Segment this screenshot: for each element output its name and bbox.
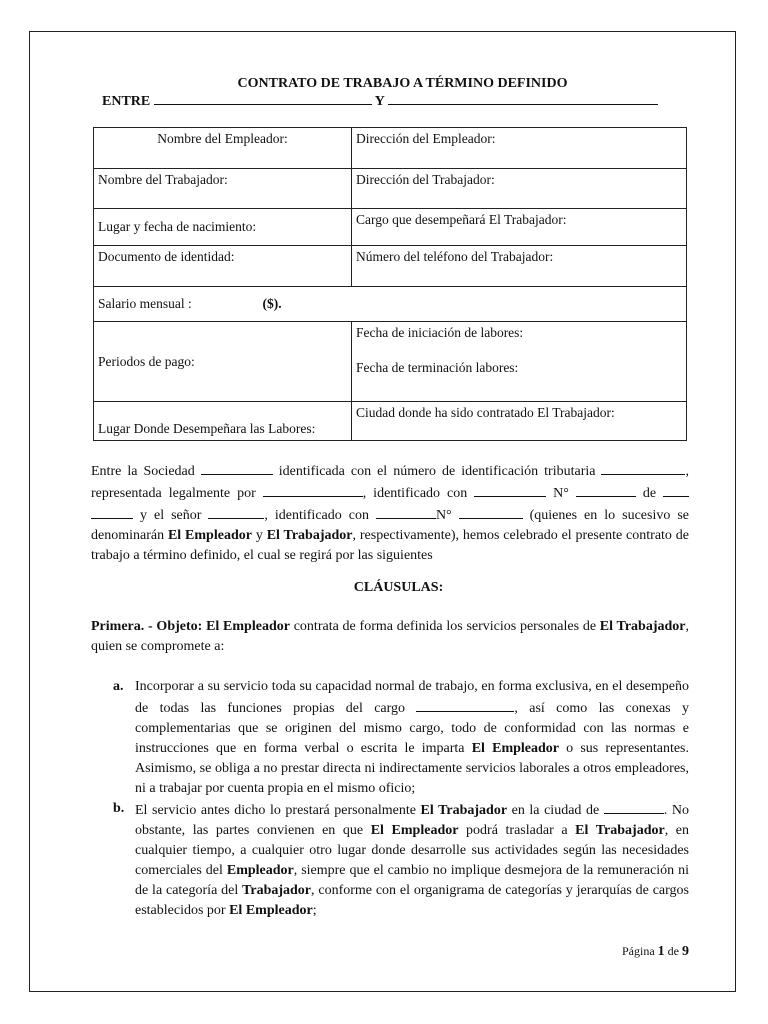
list-item-b [111,799,689,921]
list-marker: b. [113,801,125,816]
document-title: CONTRATO DE TRABAJO A TÉRMINO DEFINIDO [237,76,568,91]
y-label: Y [374,94,385,109]
fecha-terminacion-label: Fecha de terminación labores: [356,360,519,375]
intro-text: de [635,486,664,501]
clause-text: contrata de forma definida los servicios personales de [289,619,600,634]
blank-identificacion-2 [376,504,436,519]
bold-term: El Trabajador [575,823,665,838]
bold-term: El Empleador [370,823,459,838]
item-text: . No obstante, las partes convienen en que [135,803,689,838]
clause-text: , quien se compromete a: [91,619,689,654]
intro-text: Entre la Sociedad [91,464,201,479]
intro-text: , respectivamente), hemos celebrado el presente contrato de trabajo a término definido, el cual se regirá por las siguientes [91,528,690,563]
bold-term: El Empleador [167,528,252,543]
salario-value: ($). [262,296,282,311]
intro-text: y [251,528,267,543]
cell-nombre-trabajador: Nombre del Trabajador: [94,169,352,209]
bold-term: El Empleador [471,741,559,756]
item-text: , en cualquier tiempo, a cualquier otro lugar donde desarrolle sus actividades según las necesidades comerciales del [135,823,690,878]
bold-term: El Trabajador [599,619,686,634]
blank-lugar-2 [91,504,133,519]
clausulas-heading: CLÁUSULAS: [353,580,444,595]
total-pages: 9 [682,944,689,959]
cell-fechas-labores [352,322,687,402]
current-page: 1 [657,944,665,959]
list-marker: a. [113,679,124,694]
item-text: o sus representantes. Asimismo, se obliga a no prestar directa ni indirectamente servicios laborales a otros empleadores, ni a trabajar por cuenta propia en el mismo oficio; [135,741,689,796]
cell-lugar-fecha-nacimiento: Lugar y fecha de nacimiento: [94,209,352,246]
item-text: podrá trasladar a [458,823,576,838]
item-text: Incorporar a su servicio toda su capacidad normal de trabajo, en forma exclusiva, en el desempeño de todas las funciones propias del cargo [135,679,689,716]
cell-telefono-trabajador: Número del teléfono del Trabajador: [352,246,687,287]
cell-cargo: Cargo que desempeñará El Trabajador: [352,209,687,246]
item-text: El servicio antes dicho lo prestará personalmente [135,803,421,818]
blank-party-2 [388,92,658,105]
bold-term: Empleador [226,863,294,878]
salario-label: Salario mensual : [98,296,192,311]
blank-ciudad [604,799,664,814]
intro-text: identificada con el número de identificación tributaria [272,464,602,479]
entre-label: ENTRE [102,94,151,109]
cell-nombre-empleador: Nombre del Empleador: [94,128,352,169]
clause-list [111,677,689,921]
blank-cargo [416,697,514,712]
blank-senor [208,504,264,519]
item-text: en la ciudad de [507,803,604,818]
cell-documento-identidad: Documento de identidad: [94,246,352,287]
intro-paragraph [91,460,689,566]
item-text: , siempre que el cambio no implique desmejora de la remuneración ni de la categoría del [135,863,690,898]
page-number [622,944,689,960]
cell-salario [94,287,687,322]
page-label: Página [622,944,655,958]
intro-text: N° [546,486,576,501]
intro-text: (quienes en lo sucesivo se denominarán [91,508,689,543]
document-page [29,31,736,992]
cell-ciudad-contratado: Ciudad donde ha sido contratado El Trabajador: [352,402,687,441]
intro-text: y el señor [133,508,209,523]
contract-info-table [93,127,687,441]
bold-term: Trabajador [242,883,312,898]
page-of: de [667,944,679,958]
blank-nit [601,460,685,475]
bold-term: El Trabajador [266,528,353,543]
cell-periodos-pago: Periodos de pago: [94,322,352,402]
blank-representante [263,482,363,497]
bold-term: Primera. - Objeto: El Empleador [91,619,290,634]
blank-identificacion [474,482,546,497]
intro-text: , identificado con [264,508,376,523]
blank-numero-2 [459,504,523,519]
intro-text: , identificado con [362,486,475,501]
cell-lugar-labores: Lugar Donde Desempeñara las Labores: [94,402,352,441]
blank-sociedad [201,460,273,475]
blank-party-1 [154,92,372,105]
cell-direccion-trabajador: Dirección del Trabajador: [352,169,687,209]
blank-lugar [663,482,689,497]
intro-text: , representada legalmente por [91,464,689,501]
bold-term: El Empleador [229,903,313,918]
bold-term: El Trabajador [420,803,508,818]
list-item-a [111,677,689,799]
item-text: ; [312,903,317,918]
primera-clausula [91,617,689,657]
item-text: , conforme con el organigrama de categorías y jerarquías de cargos establecidos por [135,883,689,918]
intro-text: N° [435,508,459,523]
cell-direccion-empleador: Dirección del Empleador: [352,128,687,169]
item-text: , así como las conexas y complementarias que se originen del mismo cargo, todo de conformidad con las normas e instrucciones que en forma verbal o escrita le imparta [135,701,689,756]
fecha-iniciacion-label: Fecha de iniciación de labores: [356,325,524,340]
parties-line [102,92,658,110]
blank-numero [576,482,636,497]
